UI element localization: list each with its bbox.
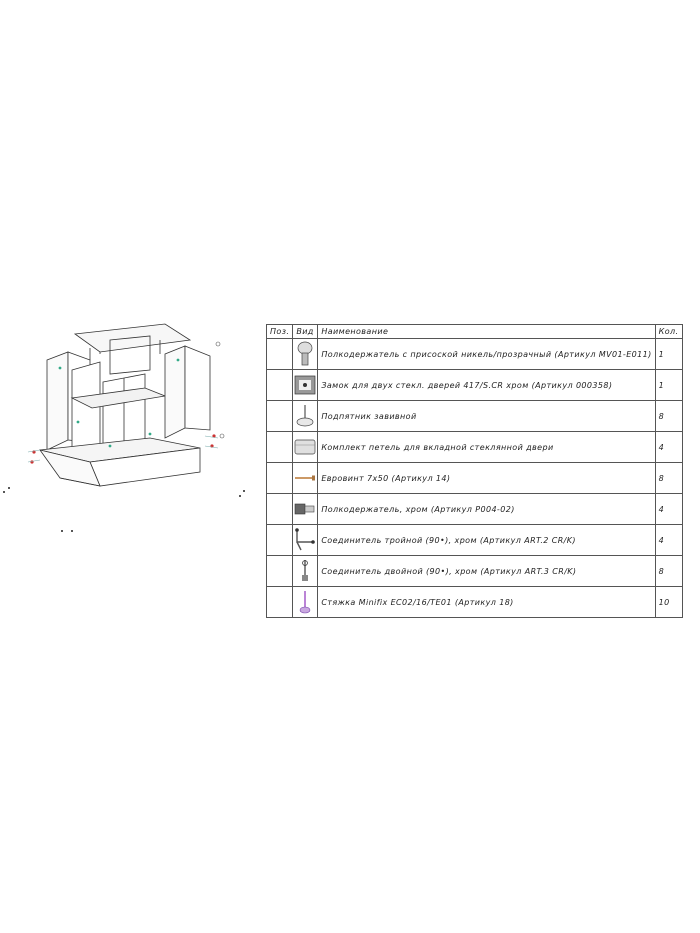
row-pos	[267, 370, 293, 401]
row-pos	[267, 463, 293, 494]
row-name: Подпятник завивной	[318, 401, 655, 432]
row-name: Стяжка Minifix EC02/16/TE01 (Артикул 18)	[318, 587, 655, 618]
row-pos	[267, 556, 293, 587]
table-row	[267, 370, 683, 401]
table-row	[267, 432, 683, 463]
row-qty: 8	[655, 556, 682, 587]
table-row	[267, 525, 683, 556]
shelf-holder-chrome-icon	[293, 494, 318, 525]
row-name: Полкодержатель с присоской никель/прозрачный (Артикул MV01-E011)	[318, 339, 655, 370]
row-qty: 4	[655, 432, 682, 463]
row-name: Замок для двух стекл. дверей 417/S.CR хром (Артикул 000358)	[318, 370, 655, 401]
row-pos	[267, 401, 293, 432]
row-pos	[267, 432, 293, 463]
row-name: Соединитель двойной (90•), хром (Артикул ART.3 CR/K)	[318, 556, 655, 587]
double-connector-icon	[293, 556, 318, 587]
row-name: Соединитель тройной (90•), хром (Артикул ART.2 CR/K)	[318, 525, 655, 556]
hardware-spec-table	[266, 324, 683, 618]
screw-foot-icon	[293, 401, 318, 432]
row-qty: 10	[655, 587, 682, 618]
row-name: Комплект петель для вкладной стеклянной двери	[318, 432, 655, 463]
row-qty: 4	[655, 525, 682, 556]
row-qty: 1	[655, 339, 682, 370]
row-name: Евровинт 7х50 (Артикул 14)	[318, 463, 655, 494]
row-qty: 8	[655, 463, 682, 494]
row-name: Полкодержатель, хром (Артикул P004-02)	[318, 494, 655, 525]
triple-connector-icon	[293, 525, 318, 556]
glass-door-hinge-icon	[293, 432, 318, 463]
row-qty: 1	[655, 370, 682, 401]
header-pos: Поз.	[267, 325, 293, 339]
table-row	[267, 556, 683, 587]
row-pos	[267, 339, 293, 370]
table-row	[267, 587, 683, 618]
table-row	[267, 463, 683, 494]
table-row	[267, 339, 683, 370]
row-pos	[267, 587, 293, 618]
header-qty: Кол.	[655, 325, 682, 339]
table-header-row	[267, 325, 683, 339]
row-pos	[267, 525, 293, 556]
euro-screw-icon	[293, 463, 318, 494]
shelf-holder-suction-icon	[293, 339, 318, 370]
table-row	[267, 494, 683, 525]
row-qty: 4	[655, 494, 682, 525]
minifix-tie-icon	[293, 587, 318, 618]
row-qty: 8	[655, 401, 682, 432]
header-name: Наименование	[318, 325, 655, 339]
glass-door-lock-icon	[293, 370, 318, 401]
header-view: Вид	[293, 325, 318, 339]
row-pos	[267, 494, 293, 525]
cabinet-assembly-drawing	[0, 310, 260, 550]
table-row	[267, 401, 683, 432]
